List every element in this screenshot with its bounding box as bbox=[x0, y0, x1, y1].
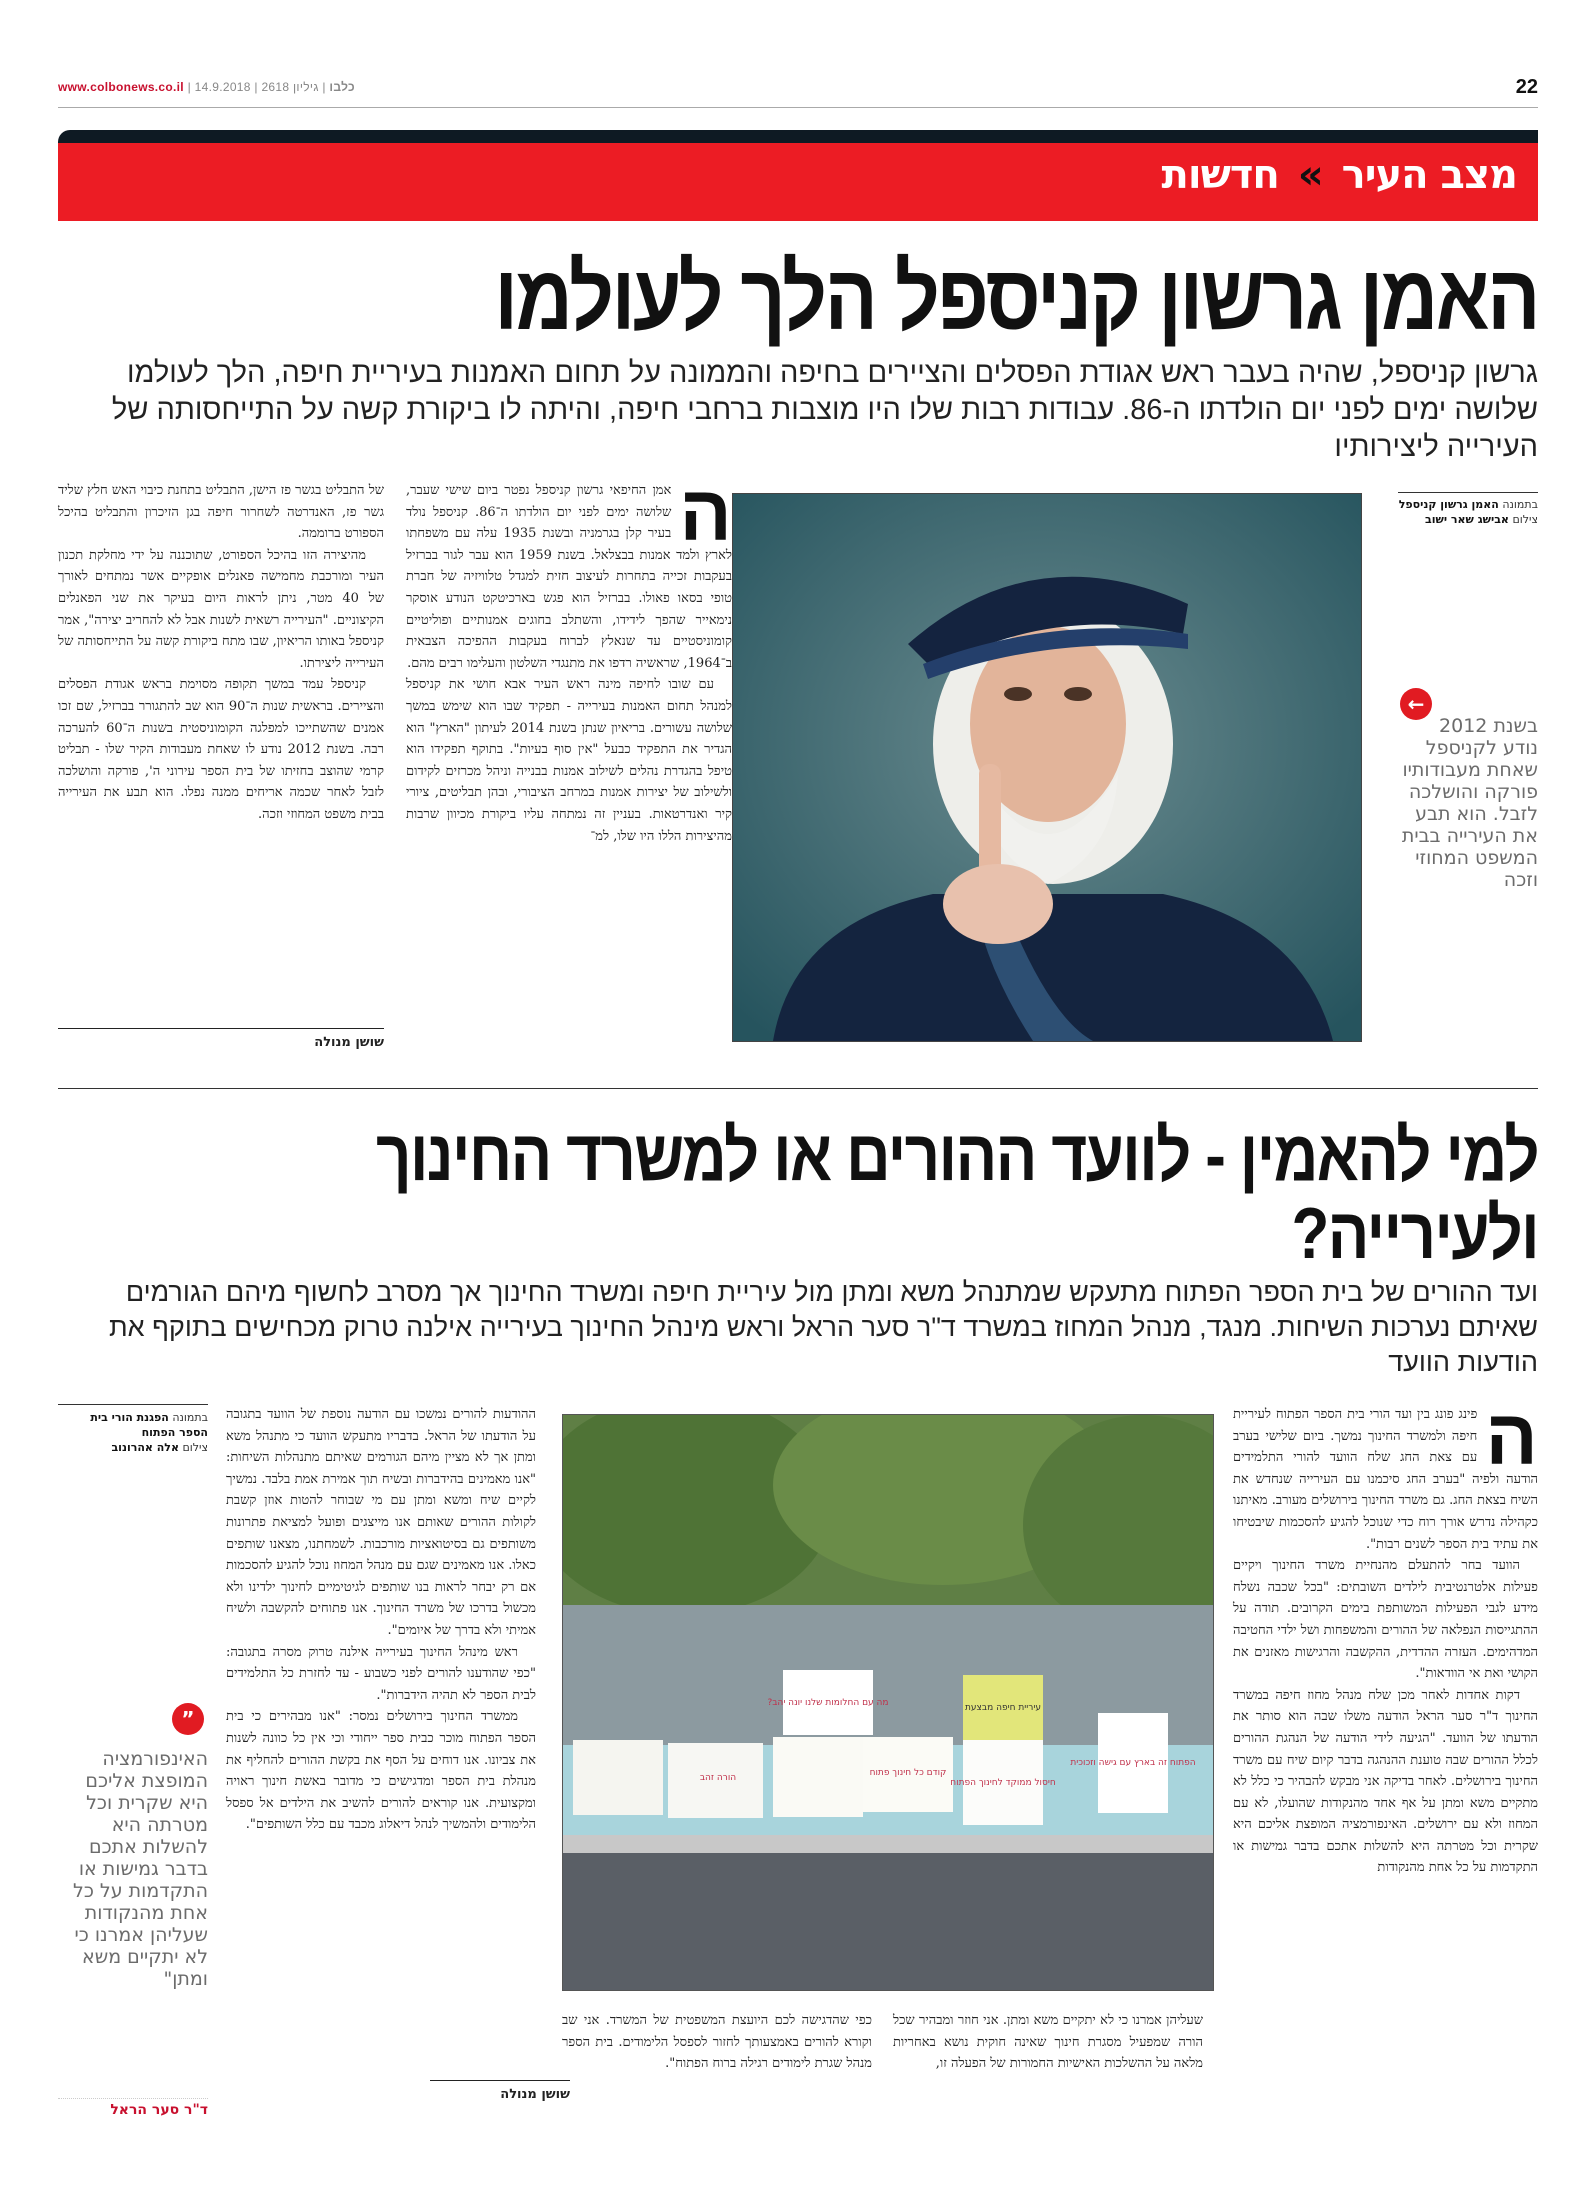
paragraph: של התבליט בגשר פז הישן, התבליט בתחנת כיבוי האש חלץ שליד גשר פז, האנדרטה לשחרור חיפה בגן הזיכרון והתבליט בהיכל הספורט ברוממה. bbox=[58, 483, 384, 542]
paragraph: קניספל עמד במשך תקופה מסוימת בראש אגודת הפסלים והציירים. בראשית שנות ה־90 הוא שב להתגורר בברזיל, שם זכו אמנים שהשתייכו למפלגה הקומוניסטית בשנות ה־60 להערכה רבה. בשנת 2012 נודע לו שאחת מעבודות הקיר שלו - תבליט קרמי שהוצב בחזיתו של בית הספר עירוני ה', פורקה והושלכה לזבל לאחר שכמה אריחים ממנה נפלו. הוא תבע את העירייה בבית משפט המחוזי וזכה. bbox=[58, 677, 384, 822]
article1-headline: האמן גרשון קניספל הלך לעולמו bbox=[494, 247, 1538, 349]
article2-dropcap: ה bbox=[1485, 1393, 1538, 1481]
article2-column-left bbox=[226, 1404, 536, 1836]
page-header-meta: www.colbonews.co.il | כלבו | גיליון 2618 | 14.9.2018 bbox=[58, 80, 355, 94]
article1-byline: שושן מנולה bbox=[58, 1028, 384, 1050]
portrait-photo bbox=[732, 493, 1362, 1042]
caption-label: בתמונה bbox=[172, 1411, 208, 1424]
article1-dropcap: ה bbox=[679, 469, 732, 557]
credit-label: צילום bbox=[182, 1441, 208, 1454]
protest-sign-text: מה עם החלומות שלנו יונה יהב? bbox=[767, 1698, 889, 1708]
article1-column-left bbox=[58, 480, 384, 826]
caption-subject: הפגנת הורי בית הספר הפתוח bbox=[90, 1411, 208, 1439]
article2-column-right bbox=[1233, 1393, 1538, 1879]
article2-column-under-photo-left bbox=[562, 2010, 872, 2075]
article2-photo-caption bbox=[58, 1404, 208, 1455]
article1-subheadline: גרשון קניספל, שהיה בעבר ראש אגודת הפסלים והציירים בחיפה והממונה על תחום האמנות בעיריית חיפה, הלך לעולמו שלושה ימים לפני יום הולדתו ה-86. עבודות רבות שלו היו מוצבות ברחבי חיפה, והיתה לו ביקורת קשה על התייחסותה של העירייה ליצירותיו bbox=[111, 357, 1538, 463]
caption-subject: האמן גרשון קניספל bbox=[1398, 498, 1499, 511]
issue-number: גיליון 2618 bbox=[261, 80, 319, 94]
paragraph: ההודעות להורים נמשכו עם הודעה נוספת של הוועד בתגובה על הודעתו של הראל. בדבריו מתעקש הוועד כי מתנהל משא ומתן אך לא מציין מיהם הגורמים שאיתם מתנהלות השיחות: "אנו מאמינים בהידברות ובשיח תוך אמירת אמת בלבד. נמשיך לקיים שיח ומשא ומתן עם מי שבוחר להטות אוזן קשבת לקולות ההורים שאותם אנו מייצגים ופועל למציאת פתרונות משותפים גם בסיטואציות מורכבות. לשמחתנו, מצאנו שותפים כאלו. אנו מאמינים שגם עם מנהל המחוז נוכל להגיע להסכמות אם רק יבחר לראות בנו שותפים לגיטימיים לחינוך ילדינו ולא מכשול בדרכו של משרד החינוך. אנו פתוחים להקשבה ולשיח אמיתי ולא בדרך של איומים". bbox=[226, 1407, 536, 1638]
paragraph: אמן החיפאי גרשון קניספל נפטר ביום שישי שעבר, שלושה ימים לפני יום הולדתו ה־86. קניספל נולד בעיר קלן בגרמניה ובשנת 1935 עלה עם משפחתו לארץ ולמד אמנות בבצלאל. בשנת 1959 הוא עבר לגור בברזיל בעקבות זכייה בתחרות לעיצוב חזית למגדל טלוויזיה של חברת טופי בסאו פאולו. בברזיל הוא פגש בארכיטקט הנודע אוסקר נימאייר שהפך לידידו, והשתלב בחוגים אמנותיים ופוליטיים קומוניסטיים עד שנאלץ לברוח בעקבות ההפיכה הצבאית ב־1964, שראשיה רדפו את מתנגדי השלטון והעלימו רבים מהם. bbox=[406, 483, 732, 671]
protest-sign-text: הורה זהב bbox=[699, 1773, 737, 1783]
article-separator bbox=[58, 1088, 1538, 1089]
protest-sign-text: קודם כל חינוך פתוח bbox=[869, 1768, 947, 1778]
article1-photo-caption bbox=[1398, 492, 1538, 527]
article2-headline: למי להאמין - לוועד ההורים או למשרד החינוך ולעירייה? bbox=[375, 1116, 1538, 1274]
paragraph: ממשרד החינוך בירושלים נמסר: "אנו מבהירים כי בית הספר הפתוח מוכר כבית ספר ייחודי וכי אין כל כוונה לשנות את צביונו. אנו דוחים על הסף את בקשת ההורים להחליף את מנהלת בית הספר ומדגישים כי מדובר באשת חינוך ראויה ומקצועית. אנו קוראים להורים להשיב את הילדים אל ספסל הלימודים ולהמשיך לנהל דיאלוג מכבד עם כלל השותפים". bbox=[226, 1709, 536, 1833]
portrait-illustration bbox=[733, 494, 1361, 1041]
article1-column-right bbox=[406, 469, 732, 847]
site-url[interactable]: www.colbonews.co.il bbox=[58, 80, 184, 94]
paragraph: ראש מינהל החינוך בעירייה אילנה טרוק מסרה בתגובה: "כפי שהודענו להורים לפני כשבוע - עד לחזרת כל התלמידים לבית הספר לא תהיה הידברות". bbox=[226, 1644, 536, 1703]
paragraph: מהיצירה הזו בהיכל הספורט, שתוכננה על ידי מחלקת תכנון העיר ומורכבת מחמישה פאנלים אופקיים אשר נמתחים לאורך של 40 מטר, ניתן לראות היום בעיקר את שני הפאנלים הקיצוניים. "העירייה רשאית לשנות אבל לא להחריב יצירה", אמר קניספל באותו הריאיון, שבו מתח ביקורת קשה על התייחסותה של העירייה ליצירתו. bbox=[58, 547, 384, 671]
article1-pullquote: בשנת 2012 נודע לקניספל שאחת מעבודותיו פורקה והושלכה לזבל. הוא תבע את העירייה בבית המשפט המחוזי וזכה bbox=[1401, 715, 1538, 891]
chevron-left-icon: » bbox=[1297, 152, 1323, 198]
article2-byline: שושן מנולה bbox=[430, 2080, 570, 2102]
section-title-sub: חדשות bbox=[1161, 152, 1279, 198]
protest-sign-text: חיסול ממוקד לחינוך הפתוח bbox=[950, 1778, 1056, 1788]
paragraph: דקות אחדות לאחר מכן שלח מנהל מחוז חיפה במשרד החינוך ד"ר סער הראל הודעה משלו שבה הוא סותר את הודעתו של הוועד. "הגיעה לידי הודעה של הנהגת ההורים לכלל ההורים שבה טוענת ההנהגה בדבר קיום שיח עם משרד החינוך בירושלים. לאחר בדיקה אני מבקש להבהיר כי כלל לא מתקיים משא ומתן על אף אחד מהנקודות שהועלו, לא עם המחוז ולא עם ירושלים. האינפורמציה המופצת אליכם היא שקרית וכל מטרתה היא להשלות אתכם בדבר גמישות או התקדמות על כל אחת מהנקודות bbox=[1233, 1687, 1538, 1876]
header-divider bbox=[58, 107, 1538, 108]
credit-name: אבישג שאר ישוב bbox=[1425, 513, 1509, 526]
caption-label: בתמונה bbox=[1502, 498, 1538, 511]
paragraph: הוועד בחר להתעלם מהנחיית משרד החינוך ויקיים פעילות אלטרנטיבית לילדים השובתים: "בכל שכבה נשלח מידע לגבי הפעילות המשותפת בימים הקרובים. תודה על ההתגייסות הנפלאה של ההורים והמשפחות ושל ילדי החטיבה המדהימים. העזרה ההדדית, ההקשבה והרגישות מאזנים את הקושי ואת אי הוודאות". bbox=[1233, 1558, 1538, 1682]
paragraph: שעליהן אמרנו כי לא יתקיים משא ומתן. אני חוזר ומבהיר שכל הורה שמפעיל מסגרת חינוך שאינה חוקית נושא באחריות מלאה על ההשלכות האישיות החמורות של הפעלה זו, bbox=[893, 2013, 1203, 2072]
section-title-main: מצב העיר bbox=[1341, 152, 1517, 198]
article2-subheadline: ועד ההורים של בית הספר הפתוח מתעקש שמתנהל משא ומתן מול עיריית חיפה ומשרד החינוך אך מסרב לחשוף מיהם הגורמים שאיתם נערכות השיחות. מנגד, מנהל המחוז במשרד ד"ר סער הראל וראש מינהל החינוך בעירייה אילנה טרוק מכחישים בתוקף את הודעות הוועד bbox=[109, 1277, 1538, 1377]
section-bar-top-strip bbox=[58, 130, 1538, 143]
brand-name: כלבו bbox=[329, 80, 355, 94]
paragraph: כפי שהדגישה לכם היועצת המשפטית של המשרד. אני שב וקורא להורים באמצעותך לחזור לספסל הלימודים. בית הספר מנהל שגרת לימודים רגילה ברוח הפתוח". bbox=[562, 2013, 872, 2072]
quote-icon: ” bbox=[172, 1703, 204, 1735]
arrow-left-icon: ← bbox=[1400, 688, 1432, 720]
protest-photo bbox=[562, 1414, 1214, 1991]
article2-pullquote: האינפורמציה המופצת אליכם היא שקרית וכל מטרתה היא להשלות אתכם בדבר גמישות או התקדמות על כל אחת מהנקודות שעליהן אמרנו כי לא יתקיים משא ומתן" bbox=[73, 1748, 208, 1990]
protest-illustration bbox=[563, 1415, 1213, 1990]
credit-name: אלה אהרונוב bbox=[111, 1441, 179, 1454]
protest-sign-text: עיריית חיפה מבצעת bbox=[965, 1703, 1041, 1713]
protest-sign-text: הפתוח זה בארץ עם גישה וזכוכית bbox=[1070, 1758, 1196, 1768]
issue-date: 14.9.2018 bbox=[194, 80, 251, 94]
article2-column-under-photo-right bbox=[893, 2010, 1203, 2075]
credit-label: צילום bbox=[1512, 513, 1538, 526]
paragraph: עם שובו לחיפה מינה ראש העיר אבא חושי את קניספל למנהל תחום האמנות בעירייה - תפקיד שבו הוא שימש במשך שלושה עשורים. בריאיון שנתן בשנת 2014 לעיתון "הארץ" הוא הגדיר את התפקיד כבעל "אין סוף בעיות". בתוקף תפקידו הוא טיפל בהגדרת נהלים לשילוב אמנות בבנייה וניהל מכרזים לקידום ולשילוב של יצירות אמנות במרחב הציבורי, ובהן תבליטים, ציורי קיר ואנדרטאות. בעניין זה נמתחה עליו ביקורת מכיוון שרבות מהיצירות הללו היו שלו, למ־ bbox=[406, 677, 732, 844]
section-title bbox=[1162, 152, 1517, 198]
pullquote-author: ד"ר סער הראל bbox=[58, 2098, 208, 2118]
page-number: 22 bbox=[1515, 76, 1538, 98]
paragraph: פינג פונג בין ועד הורי בית הספר הפתוח לעיריית חיפה ולמשרד החינוך נמשך. ביום שלישי בערב עם צאת החג שלח הוועד להורי התלמידים הודעה ולפיה "בערב החג סיכמנו עם העירייה שנחדש את השיח בצאת החג. גם משרד החינוך בירושלים מעורב. מאיתנו כקהילה נדרש אורך רוח כדי שנוכל להגיע להסכמות שיבטיחו את עתיד בית הספר לשנים רבות". bbox=[1233, 1407, 1538, 1552]
